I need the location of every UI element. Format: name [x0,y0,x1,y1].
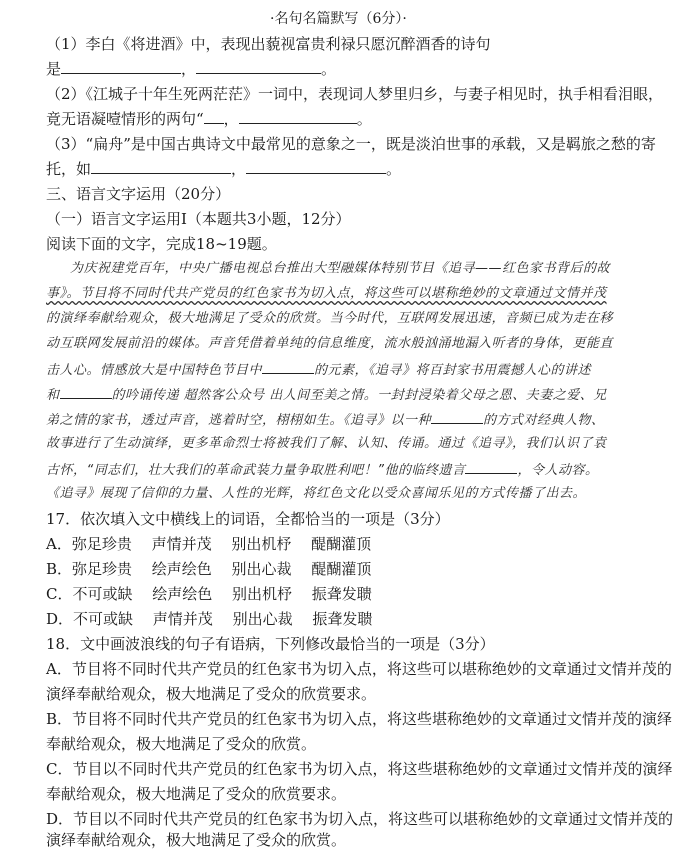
q1-sep: ， [181,60,197,78]
q18-option-d-line2[interactable]: 演绎奉献给观众，极大地满足了受众的欣赏。 [46,831,347,849]
passage-line-9 [46,459,599,481]
q17-option-a[interactable]: A．弥足珍贵 声情并茂 别出机杼 醍醐灌顶 [46,535,372,553]
q3-end: 。 [386,160,402,178]
passage-6b: 的吟诵传递 超然客公众号 出人间至美之情。一封封浸染着父母之恩、夫妻之爱、兄 [111,388,607,403]
q18-option-b-line2[interactable]: 奉献给观众，极大地满足了受众的欣赏。 [46,735,317,753]
q17-option-b[interactable]: B．弥足珍贵 绘声绘色 别出心裁 醍醐灌顶 [46,560,372,578]
passage-line-10: 《追寻》展现了信仰的力量、人性的光辉，将红色文化以受众喜闻乐见的方式传播了出去。 [46,486,587,501]
q1-text: （1）李白《将进酒》中，表现出藐视富贵利禄只愿沉醉酒香的诗句 [46,35,491,53]
q1-blank-2[interactable] [196,59,321,74]
q3-mid: ， [231,160,247,178]
subsection-title: （一）语言文字运用Ⅰ（本题共3小题，12分） [46,210,351,228]
passage-blank-4[interactable] [465,459,517,474]
passage-7a: 弟之情的家书，透过声音，逃着时空，栩栩如生。《追寻》以一种 [46,413,432,428]
passage-line-7 [46,409,605,431]
passage-line-2 [46,284,607,304]
q2-blank-1[interactable] [204,109,224,124]
passage-9b: ，令人动容。 [517,463,599,478]
passage-line-8: 故事进行了生动演绎，更多革命烈士将被我们了解、认知、传诵。通过《追寻》，我们认识了袁 [46,436,607,451]
q3-line1: （3）“扁舟”是中国古典诗文中最常见的意象之一，既是淡泊世事的承载，又是羁旅之愁的寄 [46,135,656,153]
passage-blank-1[interactable] [262,359,314,374]
passage-instruction: 阅读下面的文字，完成18~19题。 [46,235,277,253]
passage-blank-2[interactable] [60,384,112,399]
q18-option-c-line1[interactable]: C．节目以不同时代共产党员的红色家书为切入点，将这些堪称绝妙的文章通过文情并茂的演绎 [46,760,673,778]
q18-stem: 18．文中画波浪线的句子有语病，下列修改最恰当的一项是（3分） [46,635,495,653]
passage-line-6 [46,384,607,406]
section-3-title: 三、语言文字运用（20分） [46,185,231,203]
q2-line2 [46,109,372,129]
q18-option-a-line2[interactable]: 演绎奉献给观众，极大地满足了受众的欣赏要求。 [46,685,377,703]
q17-stem: 17．依次填入文中横线上的词语，全都恰当的一项是（3分） [46,510,450,528]
q3-line2 [46,159,401,179]
passage-wavy-1: 事》。节目将不同时代共产党员的红色家书为切入点，将这些可以堪称绝妙的文章通过文情并茂 [46,286,607,301]
q2-line1: （2）《江城子十年生死两茫茫》一词中，表现词人梦里归乡，与妻子相见时，执手相看泪眼， [46,85,664,103]
q2-prefix: 竟无语凝噎情形的两句“ [46,110,204,128]
passage-line-3-text: 的演绎奉献给观众，极大地满足了受众的欣赏。当今时代，互联网发展迅速，音频已成为走在移 [46,311,614,326]
q1-blank-1[interactable] [61,59,181,74]
passage-blank-3[interactable] [431,409,483,424]
passage-5a: 击人心。情感放大是中国特色节目中 [46,363,263,378]
passage-line-3 [46,309,613,329]
q2-end: 。 [356,110,372,128]
section-header: ·名句名篇默写（6分）· [270,11,407,27]
q17-option-c[interactable]: C．不可或缺 绘声绘色 别出机杼 振聋发聩 [46,585,372,603]
q3-blank-1[interactable] [91,159,231,174]
passage-7b: 的方式对经典人物、 [483,413,605,428]
passage-6a: 和 [46,388,60,403]
passage-line-5 [46,359,591,381]
q17-option-d[interactable]: D．不可或缺 声情并茂 别出心裁 振聋发聩 [46,610,373,628]
q18-option-b-line1[interactable]: B．节目将不同时代共产党员的红色家书为切入点，将这些堪称绝妙的文章通过文情并茂的演绎 [46,710,673,728]
q18-option-d-line1[interactable]: D．节目以不同时代共产党员的红色家书为切入点，将这些可以堪称绝妙的文章通过文情并茂的 [46,810,674,828]
q18-option-a-line1[interactable]: A．节目将不同时代共产党员的红色家书为切入点，将这些可以堪称绝妙的文章通过文情并茂的 [46,660,672,678]
q1-answer-line [46,59,336,79]
passage-5b: 的元素，《追寻》将百封家书用震撼人心的讲述 [314,363,592,378]
q3-blank-2[interactable] [246,159,386,174]
passage-line-4: 动互联网发展前沿的媒体。声音凭借着单纯的信息维度，流水般汹涌地漏入听者的身体，更能直 [46,336,614,351]
passage-9a: 古怀，“同志们，壮大我们的革命武装力量争取胜利吧！”他的临终遗言 [46,463,466,478]
q3-prefix: 托，如 [46,160,92,178]
q2-blank-2[interactable] [239,109,357,124]
q2-mid: ， [223,110,239,128]
q1-end: 。 [321,60,337,78]
q18-option-c-line2[interactable]: 奉献给观众，极大地满足了受众的欣赏要求。 [46,785,347,803]
passage-line-1: 为庆祝建党百年，中央广播电视总台推出大型融媒体特别节目《追寻——红色家书背后的故 [70,261,611,276]
q1-prefix: 是 [46,60,62,78]
